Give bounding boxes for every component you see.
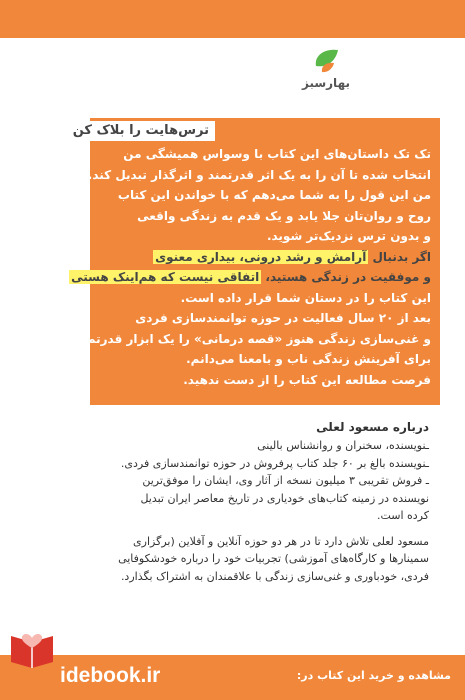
blurb-line-highlighted: اگر بدنبال آرامش و رشد درونی، بیداری معنوی <box>155 249 431 264</box>
blurb-line: انتخاب شده تا آن را به یک اثر قدرتمند و اثرگذار تبدیل کند. <box>87 167 431 182</box>
publisher-name: بهارسبز <box>301 76 350 90</box>
top-orange-band <box>0 0 465 38</box>
about-line: ـنویسنده بالغ بر ۶۰ جلد کتاب پرفروش در حوزه توانمندسازی فردی. <box>120 456 429 470</box>
blurb-title: ترس‌هایت را بلاک کن <box>67 121 215 141</box>
highlight-mark: اتفاقی نیست که هم‌اینک هستی <box>71 270 260 284</box>
about-author-title: درباره مسعود لعلی <box>316 420 429 434</box>
site-link[interactable]: idebook.ir <box>60 664 161 687</box>
about-line: فردی، خودباوری و غنی‌سازی زندگی با علاقمندان به اشتراک بگذارد. <box>120 569 429 583</box>
blurb-line: تک تک داستان‌های این کتاب با وسواس همیشگی من <box>123 147 431 161</box>
publisher-logo-leaf-icon <box>312 46 342 76</box>
blurb-line: روح و روان‌تان جلا یابد و یک قدم به زندگی واقعی <box>137 208 431 223</box>
about-line: نویسنده در زمینه کتاب‌های خودیاری در تاریخ معاصر ایران تبدیل <box>140 491 429 505</box>
about-line: مسعود لعلی تلاش دارد تا در هر دو حوزه آنلاین و آفلاین (برگزاری <box>133 534 429 548</box>
about-line: سمینارها و کارگاه‌های آموزشی) تجربیات خود را درباره خودشکوفایی <box>118 552 429 565</box>
buy-call-to-action: مشاهده و خرید این کتاب در: <box>296 669 451 682</box>
highlight-mark: آرامش و رشد درونی، بیداری معنوی <box>155 249 367 264</box>
book-heart-icon <box>7 626 57 668</box>
blurb-line: و بدون ترس نزدیک‌تر شوید. <box>266 229 431 243</box>
about-author <box>109 418 429 585</box>
blurb-line: و غنی‌سازی زندگی هنوز «قصه درمانی» را یک ابزار قدرتمند <box>76 331 431 346</box>
about-line: کرده است. <box>376 509 429 522</box>
publisher-logo <box>296 46 356 100</box>
blurb-line-highlighted: و موفقیت در زندگی هستید، اتفاقی نیست که هم‌اینک هستی <box>71 270 431 284</box>
blurb-text <box>71 144 431 390</box>
blurb-line: من این قول را به شما می‌دهم که با خواندن این کتاب <box>117 188 431 202</box>
blurb-line: برای آفرینش زندگی ناب و بامعنا می‌دانم. <box>186 352 431 366</box>
blurb-line: فرصت مطالعه این کتاب را از دست ندهید. <box>183 372 431 387</box>
about-line: ـ فروش تقریبی ۳ میلیون نسخه از آثار وی، ایشان را موفق‌ترین <box>142 474 429 487</box>
blurb-line: این کتاب را در دستان شما قرار داده است. <box>180 290 431 305</box>
blurb-line: بعد از ۲۰ سال فعالیت در حوزه توانمندسازی فردی <box>135 311 431 325</box>
about-line: ـنویسنده، سخنران و روانشناس بالینی <box>257 439 429 452</box>
